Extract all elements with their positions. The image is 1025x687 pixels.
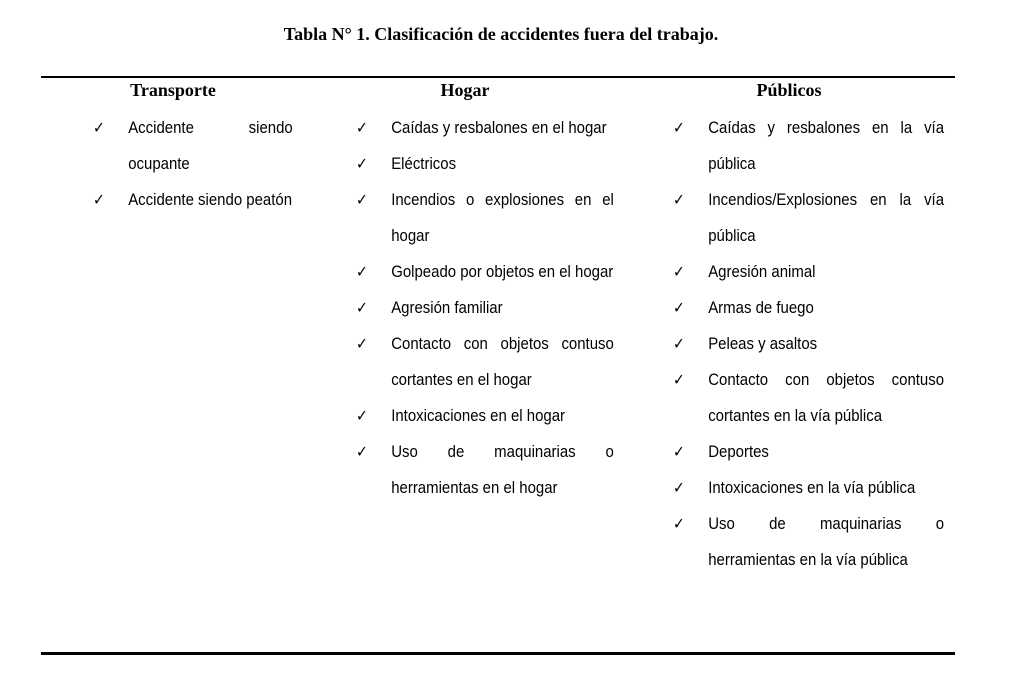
checkmark-icon: ✓ bbox=[673, 514, 685, 533]
list-item-text: Golpeado por objetos en el hogar bbox=[391, 262, 614, 281]
checkmark-icon: ✓ bbox=[93, 118, 105, 137]
checkmark-icon: ✓ bbox=[356, 406, 368, 425]
checkmark-icon: ✓ bbox=[356, 190, 368, 209]
list-item-text: Intoxicaciones en la vía pública bbox=[708, 478, 916, 497]
list-item bbox=[673, 434, 944, 470]
list-item bbox=[673, 110, 944, 182]
list-item bbox=[673, 182, 944, 254]
list-item-text: Agresión familiar bbox=[391, 298, 503, 317]
list-item bbox=[93, 182, 293, 218]
checkmark-icon: ✓ bbox=[673, 478, 685, 497]
checkmark-icon: ✓ bbox=[356, 442, 368, 461]
checkmark-icon: ✓ bbox=[673, 298, 685, 317]
checkmark-icon: ✓ bbox=[356, 154, 368, 173]
list-item bbox=[673, 506, 944, 578]
checkmark-icon: ✓ bbox=[673, 190, 685, 209]
list-item-text: Uso de maquinarias o herramientas en el hogar bbox=[391, 442, 614, 497]
transporte-list bbox=[93, 110, 293, 218]
checkmark-icon: ✓ bbox=[673, 262, 685, 281]
hogar-list bbox=[356, 110, 614, 506]
table-title: Tabla N° 1. Clasificación de accidentes fuera del trabajo. bbox=[283, 24, 719, 44]
list-item bbox=[356, 398, 614, 434]
checkmark-icon: ✓ bbox=[673, 370, 685, 389]
column-header-hogar: Hogar bbox=[440, 80, 490, 100]
publicos-list bbox=[673, 110, 944, 578]
list-item bbox=[356, 290, 614, 326]
column-header-transporte: Transporte bbox=[130, 80, 216, 100]
list-item-text: Accidente siendo peatón bbox=[128, 190, 293, 209]
list-item-text: Caídas y resbalones en el hogar bbox=[391, 118, 607, 137]
list-item-text: Incendios o explosiones en el hogar bbox=[391, 190, 614, 245]
list-item-text: Accidente siendo ocupante bbox=[128, 118, 293, 173]
list-item bbox=[93, 110, 293, 182]
list-item bbox=[673, 290, 944, 326]
list-item-text: Eléctricos bbox=[391, 154, 457, 173]
list-item-text: Contacto con objetos contuso cortantes en el hogar bbox=[391, 334, 614, 389]
list-item-text: Deportes bbox=[708, 442, 769, 461]
list-item bbox=[356, 326, 614, 398]
bottom-rule bbox=[41, 652, 955, 655]
list-item bbox=[356, 110, 614, 146]
checkmark-icon: ✓ bbox=[673, 442, 685, 461]
list-item bbox=[673, 326, 944, 362]
list-item-text: Peleas y asaltos bbox=[708, 334, 818, 353]
checkmark-icon: ✓ bbox=[356, 262, 368, 281]
checkmark-icon: ✓ bbox=[673, 118, 685, 137]
list-item bbox=[673, 470, 944, 506]
list-item-text: Uso de maquinarias o herramientas en la vía pública bbox=[708, 514, 945, 569]
list-item-text: Contacto con objetos contuso cortantes en la vía pública bbox=[708, 370, 945, 425]
list-item bbox=[356, 254, 614, 290]
list-item-text: Agresión animal bbox=[708, 262, 816, 281]
list-item-text: Caídas y resbalones en la vía pública bbox=[708, 118, 945, 173]
list-item bbox=[673, 254, 944, 290]
column-header-publicos: Públicos bbox=[756, 80, 822, 100]
list-item-text: Armas de fuego bbox=[708, 298, 814, 317]
checkmark-icon: ✓ bbox=[93, 190, 105, 209]
list-item bbox=[356, 434, 614, 506]
list-item-text: Incendios/Explosiones en la vía pública bbox=[708, 190, 945, 245]
list-item bbox=[356, 182, 614, 254]
checkmark-icon: ✓ bbox=[356, 298, 368, 317]
list-item bbox=[673, 362, 944, 434]
list-item-text: Intoxicaciones en el hogar bbox=[391, 406, 566, 425]
checkmark-icon: ✓ bbox=[356, 118, 368, 137]
checkmark-icon: ✓ bbox=[673, 334, 685, 353]
checkmark-icon: ✓ bbox=[356, 334, 368, 353]
list-item bbox=[356, 146, 614, 182]
